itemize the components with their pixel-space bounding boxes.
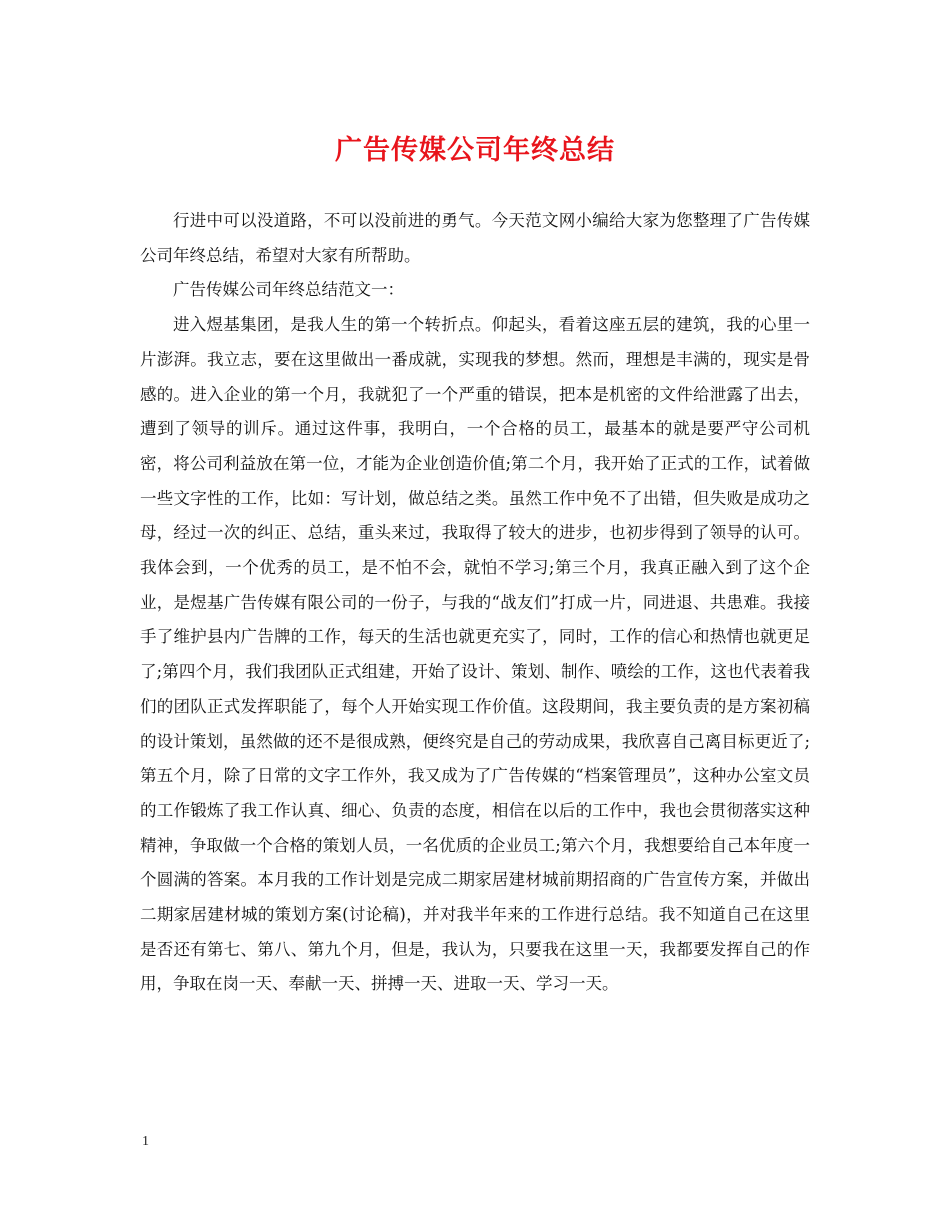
page-number: 1 xyxy=(142,1134,149,1149)
document-title: 广告传媒公司年终总结 xyxy=(335,135,615,166)
section-heading: 广告传媒公司年终总结范文一： xyxy=(173,280,404,300)
document-body xyxy=(140,204,810,1002)
main-paragraph: 进入煜基集团，是我人生的第一个转折点。仰起头，看着这座五层的建筑，我的心里一片澎湃。我立志，要在这里做出一番成就，实现我的梦想。然而，理想是丰满的，现实是骨感的。进入企业的第一个月，我就犯了一个严重的错误，把本是机密的文件给泄露了出去，遭到了领导的训斥。通过这件事，我明白，一个合格的员工，最基本的就是要严守公司机密，将公司利益放在第一位，才能为企业创造价值;第二个月，我开始了正式的工作，试着做一些文字性的工作，比如：写计划，做总结之类。虽然工作中免不了出错，但失败是成功之母，经过一次的纠正、总结，重头来过，我取得了较大的进步，也初步得到了领导的认可。我体会到，一个优秀的员工，是不怕不会，就怕不学习;第三个月，我真正融入到了这个企业，是煜基广告传媒有限公司的一份子，与我的“战友们”打成一片，同进退、共患难。我接手了维护县内广告牌的工作，每天的生活也就更充实了，同时，工作的信心和热情也就更足了;第四个月，我们我团队正式组建，开始了设计、策划、制作、喷绘的工作，这也代表着我们的团队正式发挥职能了，每个人开始实现工作价值。这段期间，我主要负责的是方案初稿的设计策划，虽然做的还不是很成熟，便终究是自己的劳动成果，我欣喜自己离目标更近了;第五个月，除了日常的文字工作外，我又成为了广告传媒的“档案管理员”，这种办公室文员的工作锻炼了我工作认真、细心、负责的态度，相信在以后的工作中，我也会贯彻落实这种精神，争取做一个合格的策划人员，一名优质的企业员工;第六个月，我想要给自己本年度一个圆满的答案。本月我的工作计划是完成二期家居建材城前期招商的广告宣传方案，并做出二期家居建材城的策划方案(讨论稿)，并对我半年来的工作进行总结。我不知道自己在这里是否还有第七、第八、第九个月，但是，我认为，只要我在这里一天，我都要发挥自己的作用，争取在岗一天、奉献一天、拼搏一天、进取一天、学习一天。 xyxy=(140,315,810,994)
intro-paragraph: 行进中可以没道路，不可以没前进的勇气。今天范文网小编给大家为您整理了广告传媒公司年终总结，希望对大家有所帮助。 xyxy=(140,211,810,265)
